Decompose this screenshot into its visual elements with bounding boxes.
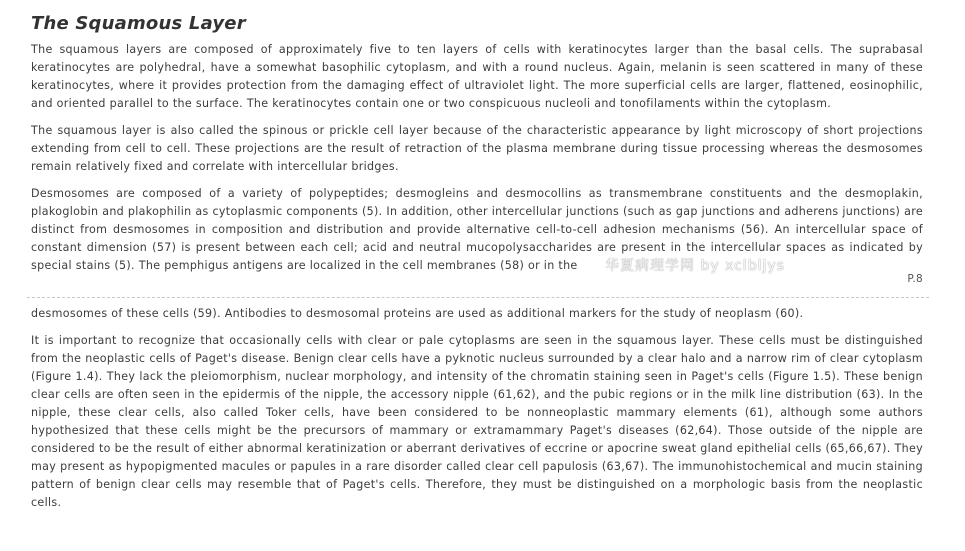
paragraph-3: Desmosomes are composed of a variety of polypeptides; desmogleins and desmocollins as transmembrane constituents and the desmoplakin, plakoglobin and plakophilin as cytoplasmic components (5). In addition, other intercellular junctions (such as gap junctions and adherens junctions) are distinct from desmosomes in composition and distribution and provide alternative cell-to-cell adhesion mechanisms (56). An intercellular space of constant dimension (57) is present between each cell; acid and neutral mucopolysaccharides are present in the intercellular spaces as indicated by special stains (5). The pemphigus antigens are localized in the cell membranes (58) or in the	[31, 187, 923, 272]
paragraph-5: It is important to recognize that occasionally cells with clear or pale cytoplasms are seen in the squamous layer. These cells must be distinguished from the neoplastic cells of Paget's disease. Benign clear cells have a pyknotic nucleus surrounded by a clear halo and a narrow rim of clear cytoplasm (Figure 1.4). They lack the pleiomorphism, nuclear morphology, and intensity of the chromatin staining seen in Paget's cells (Figure 1.5). These benign clear cells are often seen in the epidermis of the nipple, the accessory nipple (61,62), and the pubic regions or in the milk line distribution (63). In the nipple, these clear cells, also called Toker cells, have been considered to be nonneoplastic mammary elements (61), although some authors hypothesized that these cells might be the precursors of mammary or extramammary Paget's diseases (62,64). Those outside of the nipple are considered to be the result of either abnormal keratinization or aberrant derivatives of eccrine or apocrine sweat gland epithelial cells (65,66,67). They may present as hypopigmented macules or papules in a rare disorder called clear cell papulosis (63,67). The immunohistochemical and mucin staining pattern of benign clear cells may resemble that of Paget's cells. Therefore, they must be distinguished on a morphologic basis from the neoplastic cells.	[31, 334, 923, 509]
section-title: The Squamous Layer	[31, 13, 246, 34]
paragraph-4: desmosomes of these cells (59). Antibodies to desmosomal proteins are used as additional markers for the study of neoplasm (60).	[31, 307, 804, 320]
page-number: P.8	[907, 273, 923, 285]
page-break	[31, 258, 923, 301]
document-page	[31, 12, 923, 512]
watermark: 华夏病理学网 by xclbljys	[605, 258, 785, 274]
paragraph-2: The squamous layer is also called the spinous or prickle cell layer because of the characteristic appearance by light microscopy of short projections extending from cell to cell. These projections are the result of retraction of the plasma membrane during tissue processing whereas the desmosomes remain relatively fixed and correlate with intercellular bridges.	[31, 124, 923, 173]
page-divider	[27, 297, 929, 298]
paragraph-1: The squamous layers are composed of approximately five to ten layers of cells with keratinocytes larger than the basal cells. The suprabasal keratinocytes are polyhedral, have a somewhat basophilic cytoplasm, and with a round nucleus. Again, melanin is seen scattered in many of these keratinocytes, where it provides protection from the damaging effect of ultraviolet light. The more superficial cells are larger, flattened, eosinophilic, and oriented parallel to the surface. The keratinocytes contain one or two conspicuous nucleoli and tonofilaments within the cytoplasm.	[31, 43, 923, 110]
